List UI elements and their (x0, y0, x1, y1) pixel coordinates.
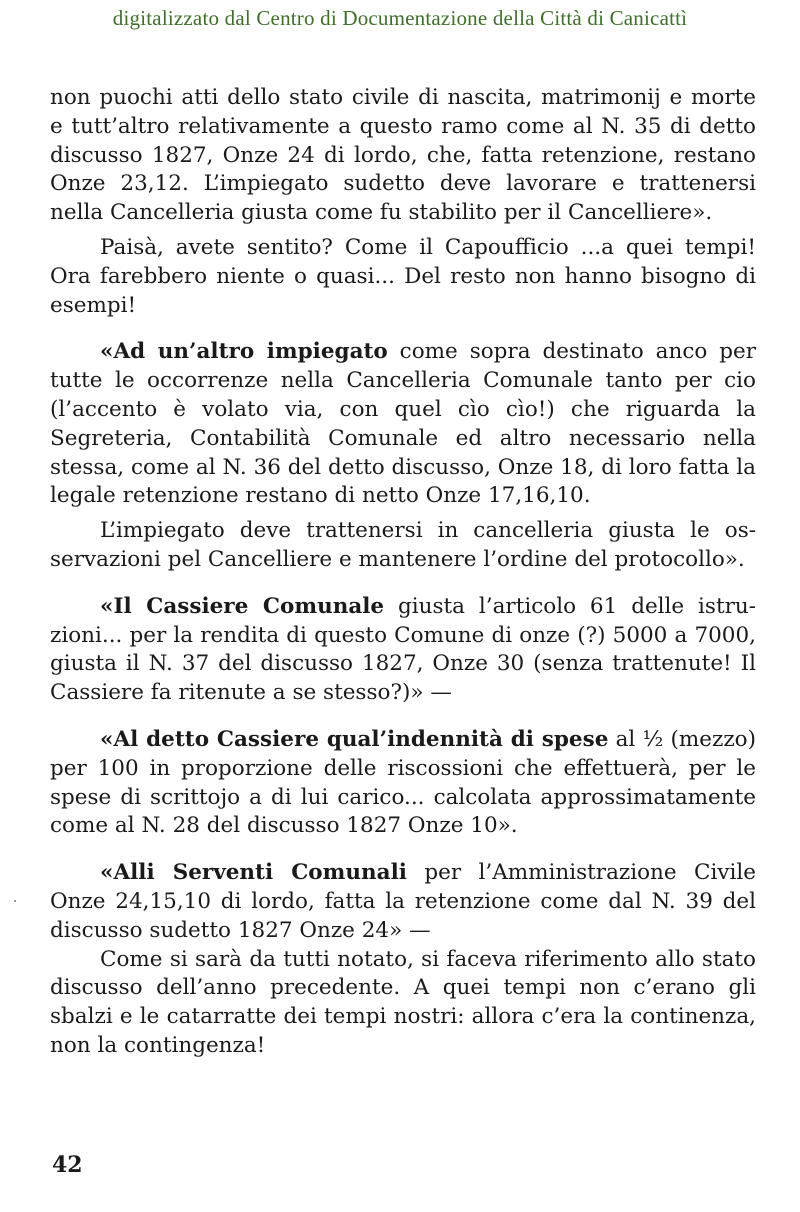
paragraph-3 (50, 338, 756, 511)
scan-speck (14, 900, 16, 902)
paragraph-1 (50, 84, 756, 228)
paragraph-6-bold-lead: «Al detto Cassiere qual’indennità di spese (100, 726, 609, 752)
paragraph-1-text: non puochi atti dello stato civile di nascita, matrimonij e morte e tutt’altro relativamente a questo ramo come al N. 35 di detto discusso 1827, Onze 24 di lordo, che, fatta retenzione, restano Onze 23,12. L’impiegato sudetto deve lavorare e trattenersi nella Cancelleria giusta come fu stabilito per il Cancelliere». (50, 85, 756, 226)
paragraph-5-bold-lead: «Il Cassiere Comunale (100, 593, 385, 619)
paragraph-5-text: giusta l’articolo 61 delle istruzioni... per la rendita di questo Comune di onze (?) 5000 a 7000, giusta il N. 37 del discusso 1827, Onze 30 (senza trattenute! Il Cassiere fa ritenute a se stesso?)» — (50, 593, 756, 706)
paragraph-7-text: per l’Amministrazione Civile Onze 24,15,10 di lordo, fatta la retenzione come dal N. 39 del discusso sudetto 1827 Onze 24» — (50, 860, 756, 943)
paragraph-3-text: come sopra destinato anco per tutte le occorrenze nella Cancelleria Comunale tanto per cio (l’accento è volato via, con quel cìo cìo!) che riguarda la Segreteria, Contabilità Comunale ed altro necessario nella stessa, come al N. 36 del detto discusso, Onze 18, di loro fatta la legale retenzione restano di netto Onze 17,16,10. (50, 339, 756, 509)
page-body (50, 84, 756, 1061)
paragraph-5 (50, 593, 756, 708)
paragraph-8 (50, 946, 756, 1061)
paragraph-6-text: al ½ (mezzo) per 100 in proporzione delle riscossioni che effettuerà, per le spese di scrittojo a di lui carico... calcolata approssimatamente come al N. 28 del discusso 1827 Onze 10». (50, 726, 756, 839)
paragraph-7 (50, 859, 756, 945)
paragraph-2 (50, 234, 756, 320)
digitization-header: digitalizzato dal Centro di Documentazione della Città di Canicattì (112, 6, 688, 30)
paragraph-4-text: L’impiegato deve trattenersi in cancelleria giusta le osservazioni pel Cancelliere e mantenere l’ordine del protocollo». (50, 518, 756, 572)
paragraph-8-text: Come si sarà da tutti notato, si faceva riferimento allo stato discusso dell’anno precedente. A quei tempi non c’erano gli sbalzi e le catarratte dei tempi nostri: allora c’era la continenza, non la contingenza! (50, 946, 756, 1058)
paragraph-6 (50, 726, 756, 841)
page-number: 42 (52, 1152, 83, 1178)
paragraph-3-bold-lead: «Ad un’altro impiegato (100, 339, 388, 365)
paragraph-2-text: Paisà, avete sentito? Come il Capoufficio ...a quei tempi! Ora farebbero niente o quasi... Del resto non hanno bisogno di esempi! (50, 234, 756, 318)
paragraph-4 (50, 517, 756, 575)
paragraph-7-bold-lead: «Alli Serventi Comunali (100, 860, 407, 886)
